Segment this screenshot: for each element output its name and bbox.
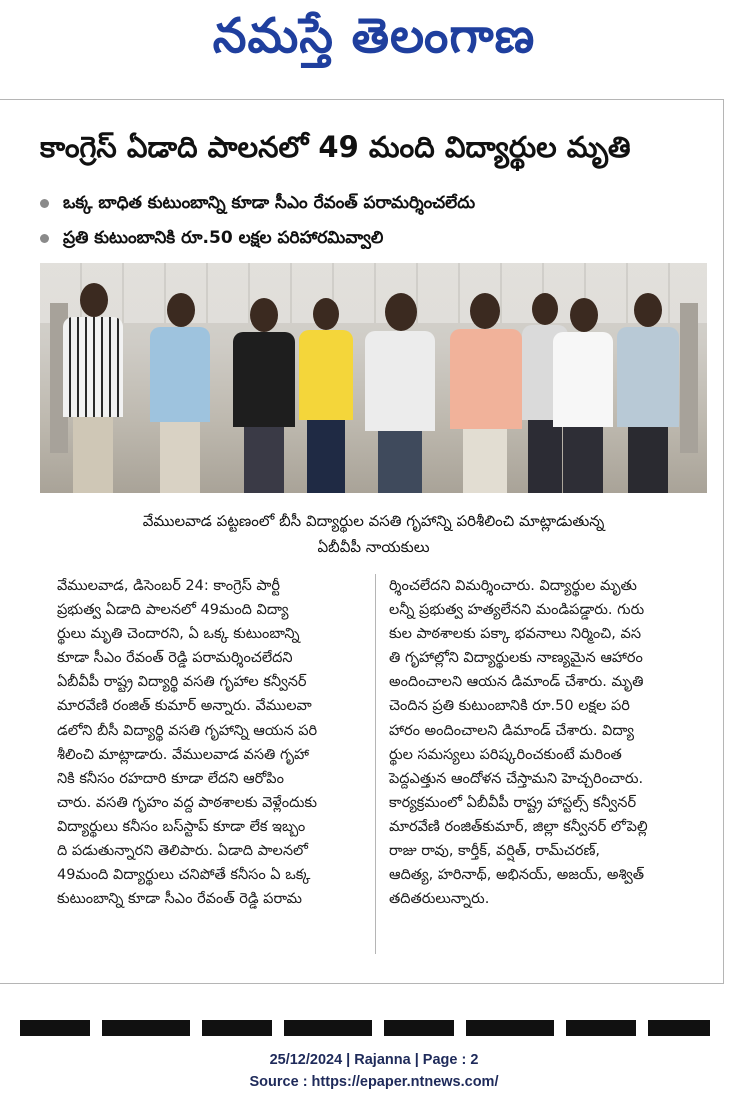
article-line: నికి కనీసం రహదారి కూడా లేదని ఆరోపిం [57, 770, 284, 787]
article-line: కుల పాఠశాలకు పక్కా భవనాలు నిర్మించి, వస [389, 626, 641, 643]
article-line: చెందిన ప్రతి కుటుంబానికి రూ.50 లక్షల పరి [389, 698, 630, 715]
newspaper-masthead [0, 0, 748, 80]
article-line: 49మంది విద్యార్థులు చనిపోతే కనీసం ఏ ఒక్క [57, 867, 311, 884]
article-line: హారం అందించాలని డిమాండ్ చేశారు. విద్యా [389, 722, 635, 739]
article-line: కుటుంబాన్ని కూడా సీఎం రేవంత్ రెడ్డి పరామ [57, 891, 302, 908]
article-column-right [389, 574, 648, 911]
subhead-bullet [40, 228, 720, 252]
bottom-divider [0, 983, 724, 984]
article-line: ప్రభుత్వ ఏడాది పాలనలో 49మంది విద్యా [57, 602, 289, 619]
footer-date-edition: 25/12/2024 | Rajanna | Page : 2 [269, 1052, 479, 1068]
bullet-text: ఒక్క బాధిత కుటుంబాన్ని కూడా సీఎం రేవంత్ పరామర్శించలేదు [63, 193, 476, 213]
subhead-bullet [40, 193, 720, 217]
article-line: తి గృహాల్లోని విద్యార్థులకు నాణ్యమైన ఆహారం [389, 650, 643, 667]
bullet-dot-icon [40, 234, 49, 243]
footer-source: Source : https://epaper.ntnews.com/ [249, 1074, 499, 1090]
article-line: కూడా సీఎం రేవంత్ రెడ్డి పరామర్శించలేదని [57, 650, 293, 667]
right-border [723, 99, 724, 984]
article-line: ఏబీవీపీ రాష్ట్ర విద్యార్థి వసతి గృహాల కన్వీనర్ [57, 674, 307, 691]
article-line: ది పడుతున్నారని తెలిపారు. ఏడాది పాలనలో [57, 843, 308, 860]
article-line: ర్థులు మృతి చెందారని, ఏ ఒక్క కుటుంబాన్ని [57, 626, 300, 643]
article-line: లన్నీ ప్రభుత్వ హత్యలేనని మండిపడ్డారు. గురు [389, 602, 645, 619]
article-line: రాజు రావు, కార్తీక్, వర్షిత్, రామ్‌చరణ్, [389, 843, 601, 860]
article-line: మారవేణి రంజిత్‌కుమార్, జిల్లా కన్వీనర్ లోపెల్లి [389, 818, 648, 835]
article-line: మారవేణి రంజిత్ కుమార్ అన్నారు. వేములవా [57, 698, 312, 715]
photo-caption: ఏబీవీపీ నాయకులు [317, 538, 430, 556]
article-headline: కాంగ్రెస్ ఏడాది పాలనలో 49 మంది విద్యార్థుల మృతి [40, 130, 631, 164]
photo-caption: వేములవాడ పట్టణంలో బీసీ విద్యార్థుల వసతి గృహాన్ని పరిశీలించి మాట్లాడుతున్న [142, 512, 605, 530]
article-line: వేములవాడ, డిసెంబర్ 24: కాంగ్రెస్ పార్టీ [57, 578, 280, 594]
masthead-title: నమస్తే తెలంగాణ [212, 8, 536, 64]
next-article-fragment [20, 1020, 710, 1036]
article-line: కార్యక్రమంలో ఏబీవీపీ రాష్ట్ర హాస్టల్స్ కన్వీనర్ [389, 794, 637, 811]
article-line: అందించాలని ఆయన డిమాండ్ చేశారు. మృతి [389, 674, 644, 691]
article-line: పెద్దఎత్తున ఆందోళన చేస్తామని హెచ్చరించారు. [389, 770, 644, 787]
column-divider [375, 574, 376, 954]
article-line: తదితరులున్నారు. [389, 891, 490, 908]
top-divider [0, 99, 724, 100]
article-line: ర్శించలేదని విమర్శించారు. విద్యార్థుల మృతు [389, 578, 637, 594]
bullet-text: ప్రతి కుటుంబానికి రూ.50 లక్షల పరిహారమివ్వాలి [63, 228, 384, 248]
article-line: ర్థుల సమస్యలు పరిష్కరించకుంటే మరింత [389, 746, 622, 763]
article-line: విద్యార్థులు కనీసం బస్‌స్టాప్ కూడా లేక ఇబ్బం [57, 818, 306, 835]
news-photo [40, 263, 707, 493]
article-line: డలోని బీసీ విద్యార్థి వసతి గృహాన్ని ఆయన పరి [57, 722, 318, 739]
article-line: శీలించి మాట్లాడారు. వేములవాడ వసతి గృహా [57, 746, 310, 763]
bullet-dot-icon [40, 199, 49, 208]
article-line: ఆదిత్య, హరినాథ్, అభినయ్, అజయ్, అశ్విత్ [389, 867, 645, 884]
article-line: చారు. వసతి గృహం వద్ద పాఠశాలకు వెళ్లేందుకు [57, 794, 317, 811]
article-column-left [57, 574, 317, 911]
